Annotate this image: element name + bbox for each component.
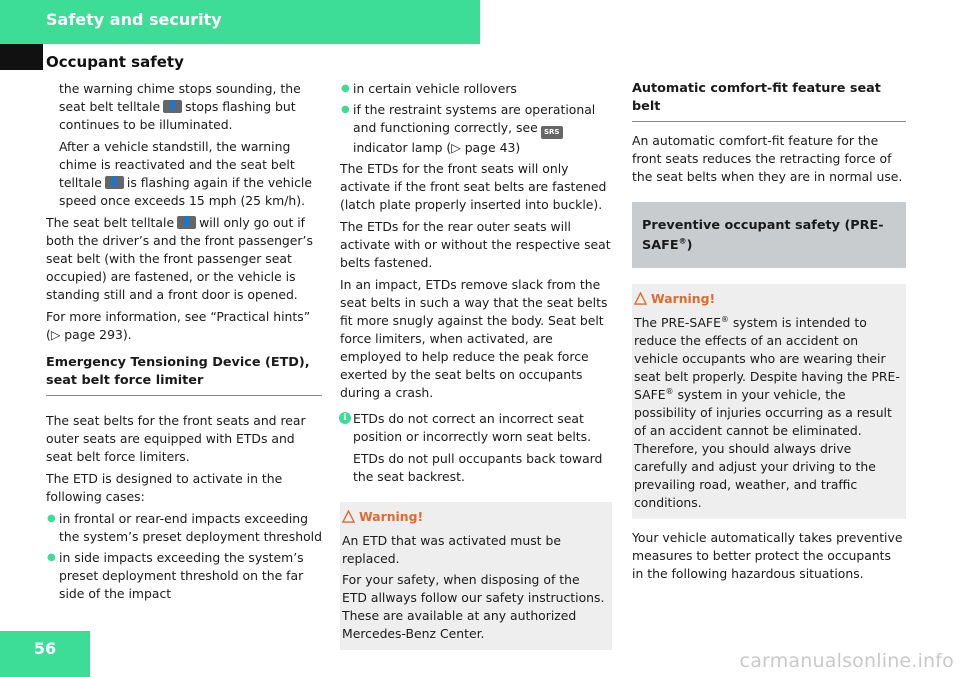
info-note — [340, 410, 612, 486]
warning-box — [340, 502, 612, 650]
paragraph: The ETD is designed to activate in the following cases: — [46, 471, 283, 504]
seat-belt-telltale-icon — [163, 100, 182, 113]
paragraph: An automatic comfort-fit feature for the front seats reduces the retracting force of the seat belts when they are in normal use. — [632, 133, 903, 184]
warning-box — [632, 284, 906, 519]
text: Preventive occupant safety (PRE-SAFE — [642, 218, 884, 253]
text: the warning chime stops sounding, the seat belt telltale — [59, 81, 301, 114]
paragraph: In an impact, ETDs remove slack from the seat belts in such a way that the seat belts fit more snugly against the body. Seat belt force limiters, when activated, are employed to help reduce the peak force exerted by the seat belts on occupants during a crash. — [340, 277, 608, 400]
pre-safe-heading — [632, 202, 906, 268]
warning-triangle-icon — [634, 292, 647, 305]
page-number: 56 — [33, 639, 57, 658]
warning-triangle-icon — [342, 510, 355, 523]
list-item — [340, 80, 612, 98]
warning-title — [634, 290, 900, 308]
paragraph: For more information, see “Practical hints” (▷ page 293). — [46, 309, 311, 342]
text: stops flashing but continues to be illuminated. — [59, 99, 296, 132]
seat-belt-telltale-icon — [105, 176, 124, 189]
list-item — [46, 510, 322, 546]
info-icon: i — [339, 412, 351, 424]
column-left — [46, 80, 322, 606]
column-middle — [340, 80, 612, 650]
text: The seat belt telltale — [46, 215, 175, 230]
text: system in your vehicle, the possibility of injuries occurring as a result of an accident cannot be eliminated. Therefore, you should always drive carefully and adjust your driving to the prevailing road, weather, and traffic conditions. — [634, 387, 892, 510]
paragraph: Your vehicle automatically takes preventive measures to better protect the occupants in the following hazardous situations. — [632, 530, 903, 581]
list-item — [340, 101, 612, 157]
paragraph: The seat belts for the front seats and rear outer seats are equipped with ETDs and seat belt force limiters. — [46, 413, 306, 464]
watermark: carmanualsonline.info — [739, 650, 954, 672]
text: in certain vehicle rollovers — [353, 81, 517, 96]
text: is flashing again if the vehicle speed once exceeds 15 mph (25 km/h). — [59, 175, 312, 208]
bullet-icon: ● — [341, 104, 350, 115]
text: Warning! — [359, 509, 424, 524]
column-right — [632, 80, 906, 587]
paragraph: ETDs do not correct an incorrect seat position or incorrectly worn seat belts. — [353, 411, 592, 444]
paragraph: An ETD that was activated must be replaced. — [342, 533, 561, 566]
text: in side impacts exceeding the system’s preset deployment threshold on the far side of the impact — [59, 550, 304, 601]
registered-mark: ® — [720, 314, 729, 324]
paragraph: The ETDs for the rear outer seats will activate with or without the respective seat belts fastened. — [340, 219, 611, 270]
warning-title — [342, 508, 606, 526]
paragraph: The ETDs for the front seats will only activate if the front seat belts are fastened (latch plate properly inserted into buckle). — [340, 161, 607, 212]
text: After a vehicle standstill, the warning chime is reactivated and the seat belt telltale — [59, 139, 295, 190]
section-title: Occupant safety — [46, 53, 184, 71]
text: will only go out if both the driver’s and the front passenger’s seat belt (with the front passenger seat occupied) are fastened, or the vehicle is standing still and a front door is opened. — [46, 215, 313, 302]
registered-mark: ® — [665, 386, 674, 396]
etd-heading: Emergency Tensioning Device (ETD), seat belt force limiter — [46, 354, 322, 396]
paragraph — [46, 138, 322, 210]
paragraph: ETDs do not pull occupants back toward the seat backrest. — [353, 451, 603, 484]
paragraph — [634, 314, 900, 512]
section-marker — [0, 44, 43, 70]
text: Warning! — [651, 291, 716, 306]
text: The PRE-SAFE — [634, 315, 721, 330]
text: ) — [686, 238, 693, 253]
text: if the restraint systems are operational and functioning correctly, see — [353, 102, 596, 135]
seat-belt-telltale-icon — [177, 216, 196, 229]
bullet-icon: ● — [47, 552, 56, 563]
srs-indicator-icon: SRS — [541, 126, 563, 139]
comfort-fit-heading: Automatic comfort-fit feature seat belt — [632, 80, 906, 122]
text: in frontal or rear-end impacts exceeding the system’s preset deployment threshold — [59, 511, 322, 544]
paragraph: For your safety, when disposing of the ETD allways follow our safety instructions. These are available at any authorized Mercedes-Benz Center. — [342, 572, 605, 641]
bullet-icon: ● — [47, 513, 56, 524]
bullet-icon: ● — [341, 83, 350, 94]
chapter-title: Safety and security — [46, 10, 222, 29]
paragraph — [46, 214, 322, 304]
text: system is intended to reduce the effects of an accident on vehicle occupants who are wearing their seat belt properly. Despite having the PRE-SAFE — [634, 315, 900, 402]
paragraph — [46, 80, 322, 134]
registered-mark: ® — [678, 236, 687, 246]
list-item — [46, 549, 322, 603]
text: indicator lamp (▷ page 43) — [353, 140, 521, 155]
